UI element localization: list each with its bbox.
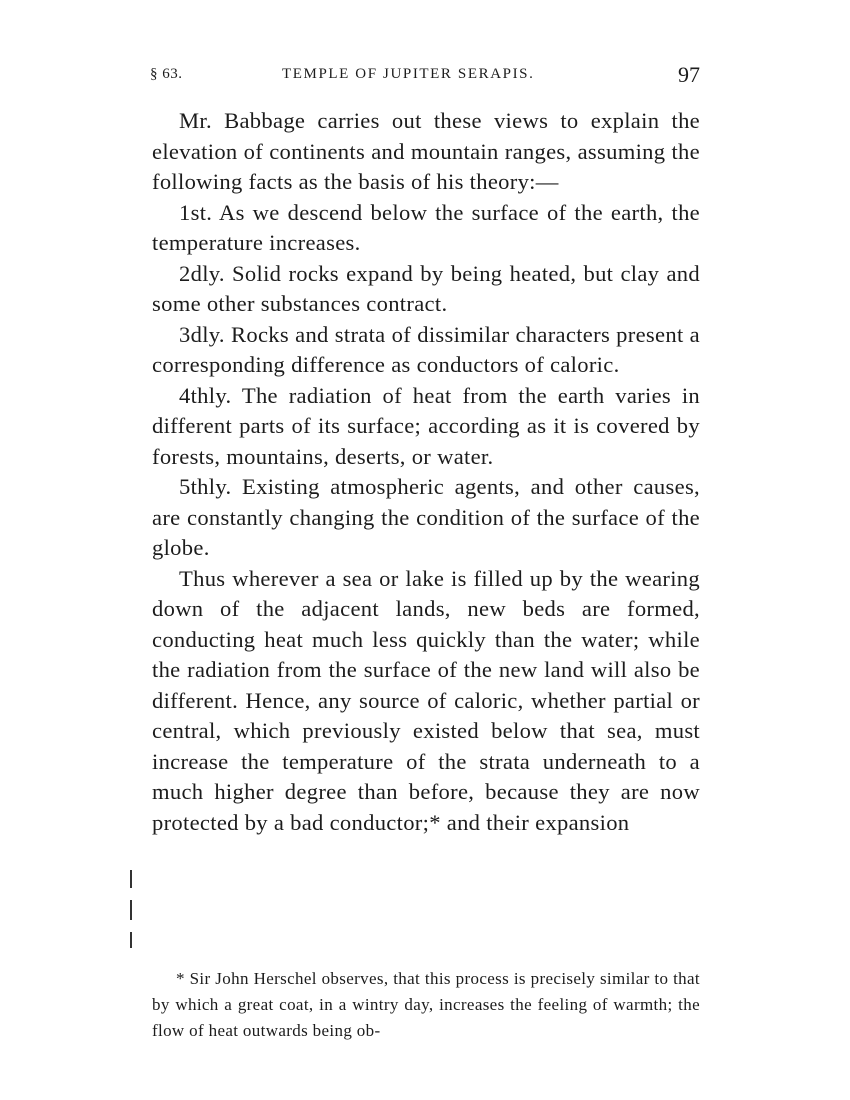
paragraph-fact-2: 2dly. Solid rocks expand by being heated, but clay and some other substances contract. (152, 260, 700, 316)
paragraph-fact-3: 3dly. Rocks and strata of dissimilar characters present a corresponding difference as conductors of caloric. (152, 321, 700, 377)
paragraph-thus: Thus wherever a sea or lake is filled up by the wearing down of the adjacent lands, new beds are formed, conducting heat much less quickly than the water; while the radiation from the surface of the new land will also be different. Hence, any source of caloric, whether partial or central, which previously existed below that sea, must increase the temperature of the strata underneath to a much higher degree than before, because they are now protected by a bad conductor;* and their expansion (152, 565, 700, 835)
page-number: 97 (678, 62, 700, 87)
section-number: § 63. (150, 66, 183, 82)
margin-mark (130, 932, 132, 948)
margin-mark (130, 900, 132, 920)
paragraph-intro: Mr. Babbage carries out these views to explain the elevation of continents and mountain ranges, assuming the following facts as the basis of his theory:— (152, 108, 700, 194)
margin-mark (130, 870, 132, 888)
footnote: * Sir John Herschel observes, that this process is precisely similar to that by which a great coat, in a wintry day, increases the feeling of warmth; the flow of heat outwards being ob- (152, 969, 700, 1040)
paragraph-fact-1: 1st. As we descend below the surface of the earth, the temperature increases. (152, 199, 700, 255)
paragraph-fact-4: 4thly. The radiation of heat from the earth varies in different parts of its surface; according as it is covered by forests, mountains, deserts, or water. (152, 382, 700, 469)
paragraph-fact-5: 5thly. Existing atmospheric agents, and other causes, are constantly changing the condition of the surface of the globe. (152, 474, 700, 560)
running-title: TEMPLE OF JUPITER SERAPIS. (282, 66, 535, 82)
body-text (152, 106, 700, 838)
running-header (150, 62, 702, 86)
